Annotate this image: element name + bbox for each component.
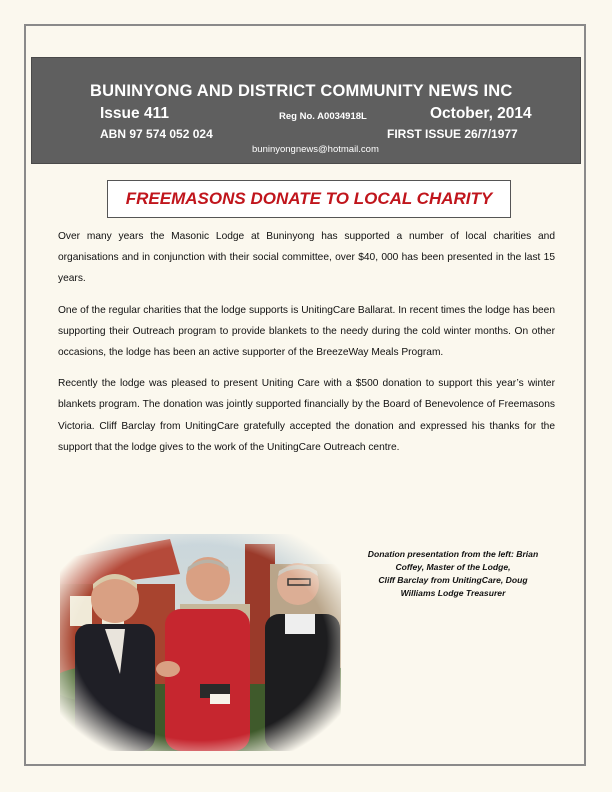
newsletter-title: BUNINYONG AND DISTRICT COMMUNITY NEWS INC — [90, 82, 513, 100]
article-body — [58, 226, 555, 468]
caption-line: Williams Lodge Treasurer — [400, 588, 506, 598]
issue-date: October, 2014 — [430, 105, 532, 122]
masthead — [31, 57, 581, 164]
registration-number: Reg No. A0034918L — [279, 111, 367, 122]
contact-email: buninyongnews@hotmail.com — [252, 144, 379, 155]
caption-line: Donation presentation from the left: Brian — [367, 549, 539, 559]
article-paragraph: One of the regular charities that the lodge supports is UnitingCare Ballarat. In recent times the lodge has been supporting their Outreach program to provide blankets to the needy during the cold winter months. On other occasions, the lodge has been an active supporter of the BreezeWay Meals Program. — [58, 304, 555, 359]
issue-number: Issue 411 — [100, 105, 169, 122]
article-paragraph: Over many years the Masonic Lodge at Buninyong has supported a number of local charities and organisations and in conjunction with their social committee, over $40, 000 has been presented in the last 15 years. — [58, 231, 555, 285]
caption-line: Cliff Barclay from UnitingCare, Doug — [378, 575, 528, 585]
caption-line: Coffey, Master of the Lodge, — [395, 562, 511, 572]
photo-caption — [348, 548, 558, 600]
first-issue-date: FIRST ISSUE 26/7/1977 — [387, 127, 518, 141]
article-headline: FREEMASONS DONATE TO LOCAL CHARITY — [107, 180, 511, 218]
donation-photo — [60, 534, 341, 751]
abn-number: ABN 97 574 052 024 — [100, 127, 213, 141]
article-paragraph: Recently the lodge was pleased to present Uniting Care with a $500 donation to support this year’s winter blankets program. The donation was jointly supported financially by the Board of Benevolence of Freemasons Victoria. Cliff Barclay from UnitingCare gratefully accepted the donation and expressed his thanks for the support that the lodge gives to the work of the UnitingCare Outreach centre. — [58, 378, 555, 453]
